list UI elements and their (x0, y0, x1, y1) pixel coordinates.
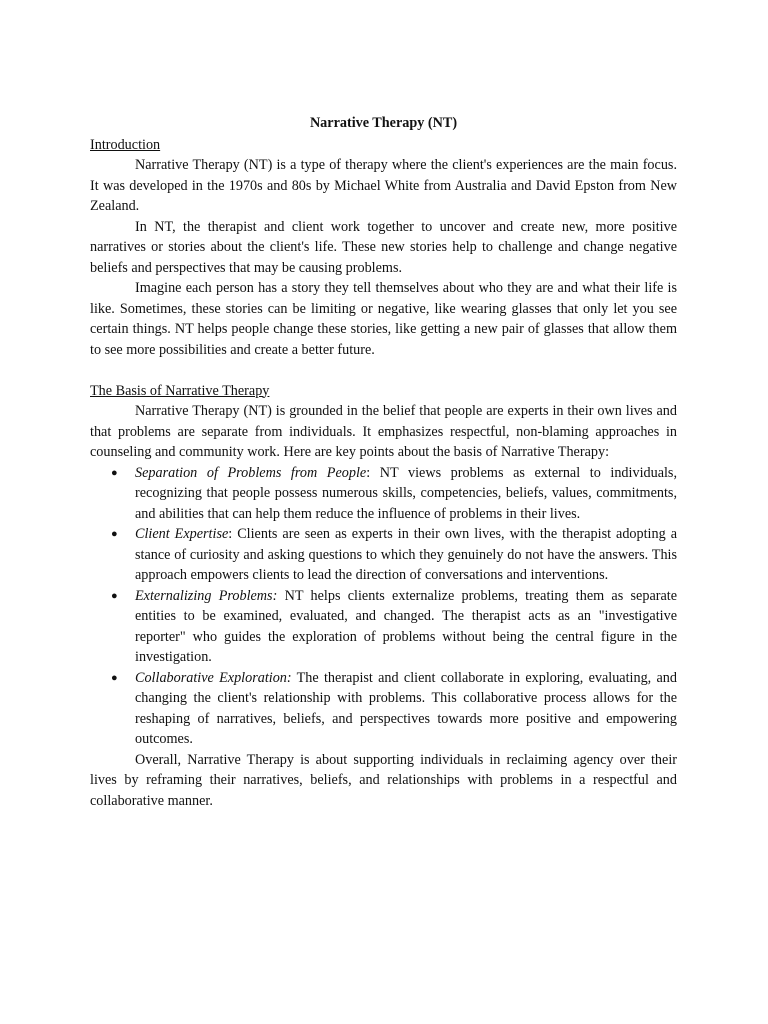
intro-paragraph: Narrative Therapy (NT) is a type of therapy where the client's experiences are the main focus. It was developed in the 1970s and 80s by Michael White from Australia and David Epston from New Zealand. (90, 157, 677, 214)
bullet-icon: ● (111, 466, 118, 479)
point-term: Collaborative Exploration: (135, 669, 292, 686)
intro-paragraph: In NT, the therapist and client work together to uncover and create new, more positive narratives or stories about the client's life. These new stories help to challenge and change negative beliefs and perspectives that may be causing problems. (90, 218, 677, 276)
section-spacer (90, 360, 677, 381)
basis-intro-paragraph: Narrative Therapy (NT) is grounded in the belief that people are experts in their own lives and that problems are separate from individuals. It emphasizes respectful, non-blaming approaches in counseling and community work. Here are key points about the basis of Narrative Therapy: (90, 403, 677, 460)
key-points-list (90, 463, 677, 750)
document-title: Narrative Therapy (NT) (309, 115, 458, 131)
point-term: Separation of Problems from People (135, 464, 367, 481)
document-page (90, 113, 677, 811)
bullet-icon: ● (111, 528, 118, 540)
point-term: Client Expertise (135, 526, 229, 542)
section-heading-introduction: Introduction (90, 136, 161, 153)
point-text: NT helps clients externalize problems, treating them as separate entities to be examined, evaluated, and changed. The therapist acts as an "investigative reporter" who guides the exploration of problems without being the central figure in the investigation. (135, 587, 677, 665)
point-term: Externalizing Problems: (135, 587, 278, 604)
list-item (90, 463, 677, 525)
section-heading-basis: The Basis of Narrative Therapy (90, 382, 270, 399)
bullet-icon: ● (111, 589, 118, 602)
list-item (90, 586, 677, 668)
conclusion-paragraph: Overall, Narrative Therapy is about supporting individuals in reclaiming agency over their lives by reframing their narratives, beliefs, and relationships with problems in a respectful and collaborative manner. (90, 751, 677, 809)
bullet-icon: ● (111, 671, 118, 684)
point-text: : NT views problems as external to individuals, recognizing that people possess numerous skills, competencies, beliefs, values, commitments, and abilities that can help them reduce the influence of problems in their lives. (135, 464, 677, 522)
list-item (90, 668, 677, 750)
list-item (90, 524, 677, 586)
point-text: : Clients are seen as experts in their own lives, with the therapist adopting a stance of curiosity and asking questions to which they genuinely do not have the answers. This approach empowers clients to lead the direction of conversations and interventions. (135, 526, 677, 583)
point-text: The therapist and client collaborate in exploring, evaluating, and changing the client's relationship with problems. This collaborative process allows for the reshaping of narratives, beliefs, and perspectives towards more positive and empowering outcomes. (135, 669, 677, 747)
intro-paragraph: Imagine each person has a story they tell themselves about who they are and what their life is like. Sometimes, these stories can be limiting or negative, like wearing glasses that only let you see certain things. NT helps people change these stories, like getting a new pair of glasses that allow them to see more possibilities and create a better future. (90, 280, 677, 358)
